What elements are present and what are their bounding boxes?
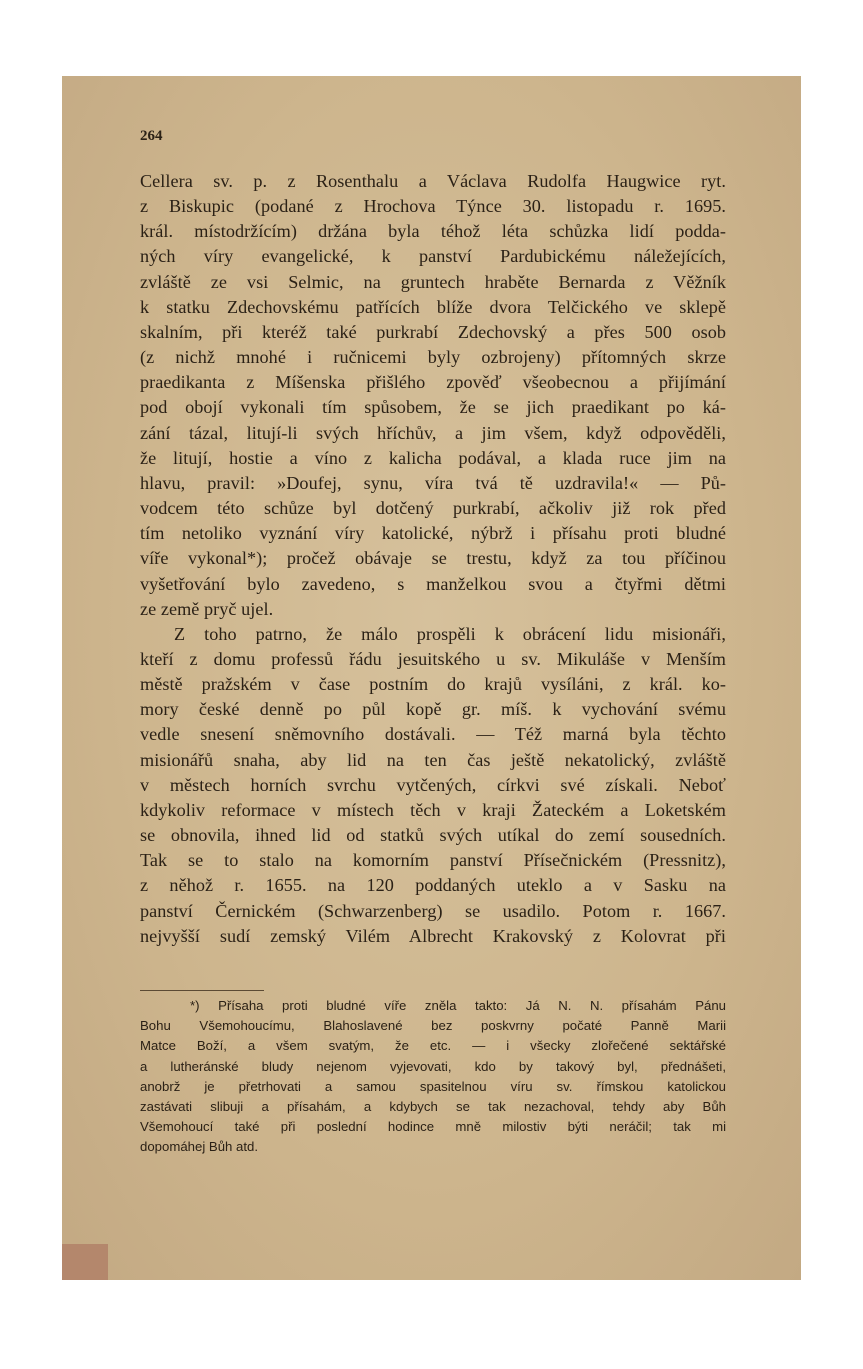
body-line: král. místodržícím) držána byla téhož léta schůzka lidí podda- xyxy=(140,221,726,242)
body-line: tím netoliko vyznání víry katolické, nýbrž i přísahu proti bludné xyxy=(140,523,726,544)
scanned-page xyxy=(62,76,801,1280)
body-line: kteří z domu professů řádu jesuitského u sv. Mikuláše v Menším xyxy=(140,648,726,669)
body-line: že litují, hostie a víno z kalicha podával, a klada ruce jim na xyxy=(140,447,726,468)
body-line: městě pražském v čase postním do krajů vysíláni, z král. ko- xyxy=(140,674,726,695)
body-line: panství Černickém (Schwarzenberg) se usadilo. Potom r. 1667. xyxy=(140,900,726,921)
body-line: pod obojí vykonali tím spůsobem, že se jich praedikant po ká- xyxy=(140,397,726,418)
body-line: misionářů snaha, aby lid na ten čas ještě nekatolický, zvláště xyxy=(140,749,726,770)
body-text xyxy=(140,169,726,949)
body-line-paragraph-start: Z toho patrno, že málo prospěli k obrácení lidu misionáři, xyxy=(174,623,726,644)
body-line: kdykoliv reformace v místech těch v kraji Žateckém a Loketském xyxy=(140,799,726,820)
footnote-line: zastávati slibuji a přísahám, a kdybych se tak nezachoval, tehdy aby Bůh xyxy=(140,1099,726,1115)
page-number: 264 xyxy=(140,128,163,144)
body-line: skalním, při kteréž také purkrabí Zdechovský a přes 500 osob xyxy=(140,321,726,342)
body-line: Cellera sv. p. z Rosenthalu a Václava Rudolfa Haugwice ryt. xyxy=(140,171,726,191)
body-line: (z nichž mnohé i ručnicemi byly ozbrojeny) přítomných skrze xyxy=(140,347,726,368)
scan-corner-mark xyxy=(62,1244,108,1280)
body-line: z něhož r. 1655. na 120 poddaných uteklo a v Sasku na xyxy=(140,875,726,896)
footnote xyxy=(140,996,726,1158)
footnote-line: Matce Boží, a všem svatým, že etc. — i všecky zlořečené sektářské xyxy=(140,1038,726,1054)
body-line: mory české denně po půl kopě gr. míš. k vychování svému xyxy=(140,699,726,720)
body-line: vedle snesení sněmovního dostávali. — Též marná byla těchto xyxy=(140,724,726,745)
footnote-divider xyxy=(140,990,264,991)
footnote-line: dopomáhej Bůh atd. xyxy=(140,1139,259,1155)
body-line: vodcem této schůze byl dotčený purkrabí, ačkoliv již rok před xyxy=(140,498,726,519)
body-line-paragraph-end: ze země pryč ujel. xyxy=(140,598,274,619)
body-line: k statku Zdechovskému patřících blíže dvora Telčického ve sklepě xyxy=(140,296,726,317)
footnote-line: anobrž je přetrhovati a samou spasitelnou víru sv. římskou katolickou xyxy=(140,1078,726,1094)
body-line: vyšetřování bylo zavedeno, s manželkou svou a čtyřmi dětmi xyxy=(140,573,726,594)
body-line: zání tázal, litují-li svých hříchův, a jim všem, když odpověděli, xyxy=(140,422,726,443)
body-line: víře vykonal*); pročež obávaje se trestu, když za tou příčinou xyxy=(140,548,726,569)
body-line: hlavu, pravil: »Doufej, synu, víra tvá tě uzdravila!« — Pů- xyxy=(140,472,726,493)
footnote-line: *) Přísaha proti bludné víře zněla takto: Já N. N. přísahám Pánu xyxy=(190,998,726,1013)
body-line: Tak se to stalo na komorním panství Přísečnickém (Pressnitz), xyxy=(140,850,726,871)
body-line: z Biskupic (podané z Hrochova Týnce 30. listopadu r. 1695. xyxy=(140,196,726,217)
body-line: nejvyšší sudí zemský Vilém Albrecht Krakovský z Kolovrat při xyxy=(140,925,726,946)
footnote-line: a lutheránské bludy nejenom vyjevovati, kdo by takový byl, přednášeti, xyxy=(140,1058,726,1074)
body-line: se obnovila, ihned lid od statků svých utíkal do zemí sousedních. xyxy=(140,825,726,846)
body-line: ných víry evangelické, k panství Pardubickému náležejících, xyxy=(140,246,726,267)
footnote-line: Všemohoucí také při poslední hodince mně milostiv býti neráčil; tak mi xyxy=(140,1119,726,1135)
body-line: zvláště ze vsi Selmic, na gruntech hraběte Bernarda z Věžník xyxy=(140,271,726,292)
body-line: praedikanta z Míšenska přišlého zpověď všeobecnou a přijímání xyxy=(140,372,726,393)
body-line: v městech horních svrchu vytčených, církvi své získali. Neboť xyxy=(140,774,726,795)
footnote-line: Bohu Všemohoucímu, Blahoslavené bez poskvrny počaté Panně Marii xyxy=(140,1018,726,1034)
